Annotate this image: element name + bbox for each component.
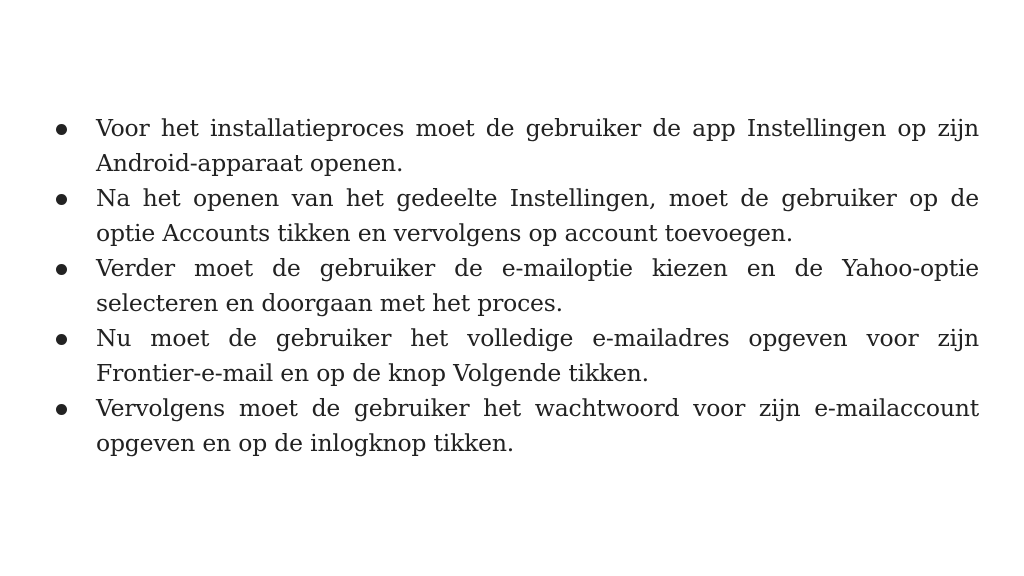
bullet-text: Vervolgens moet de gebruiker het wachtwoord voor zijn e-mailaccount opgeven en op de inlogknop tikken. (96, 394, 979, 457)
bullet-text: Na het openen van het gedeelte Instellingen, moet de gebruiker op de optie Accounts tikken en vervolgens op account toevoegen. (96, 184, 979, 247)
bullet-item (50, 321, 979, 391)
bullet-list (50, 111, 979, 461)
bullet-item (50, 391, 979, 461)
bullet-dot-icon (56, 194, 67, 205)
bullet-dot-icon (56, 404, 67, 415)
bullet-dot-icon (56, 334, 67, 345)
bullet-item (50, 111, 979, 181)
bullet-item (50, 181, 979, 251)
bullet-dot-icon (56, 124, 67, 135)
bullet-text: Voor het installatieproces moet de gebruiker de app Instellingen op zijn Android-apparaat openen. (96, 114, 979, 177)
bullet-dot-icon (56, 264, 67, 275)
bullet-text: Nu moet de gebruiker het volledige e-mailadres opgeven voor zijn Frontier-e-mail en op de knop Volgende tikken. (96, 324, 979, 387)
bullet-text: Verder moet de gebruiker de e-mailoptie kiezen en de Yahoo-optie selecteren en doorgaan met het proces. (96, 254, 979, 317)
bullet-item (50, 251, 979, 321)
